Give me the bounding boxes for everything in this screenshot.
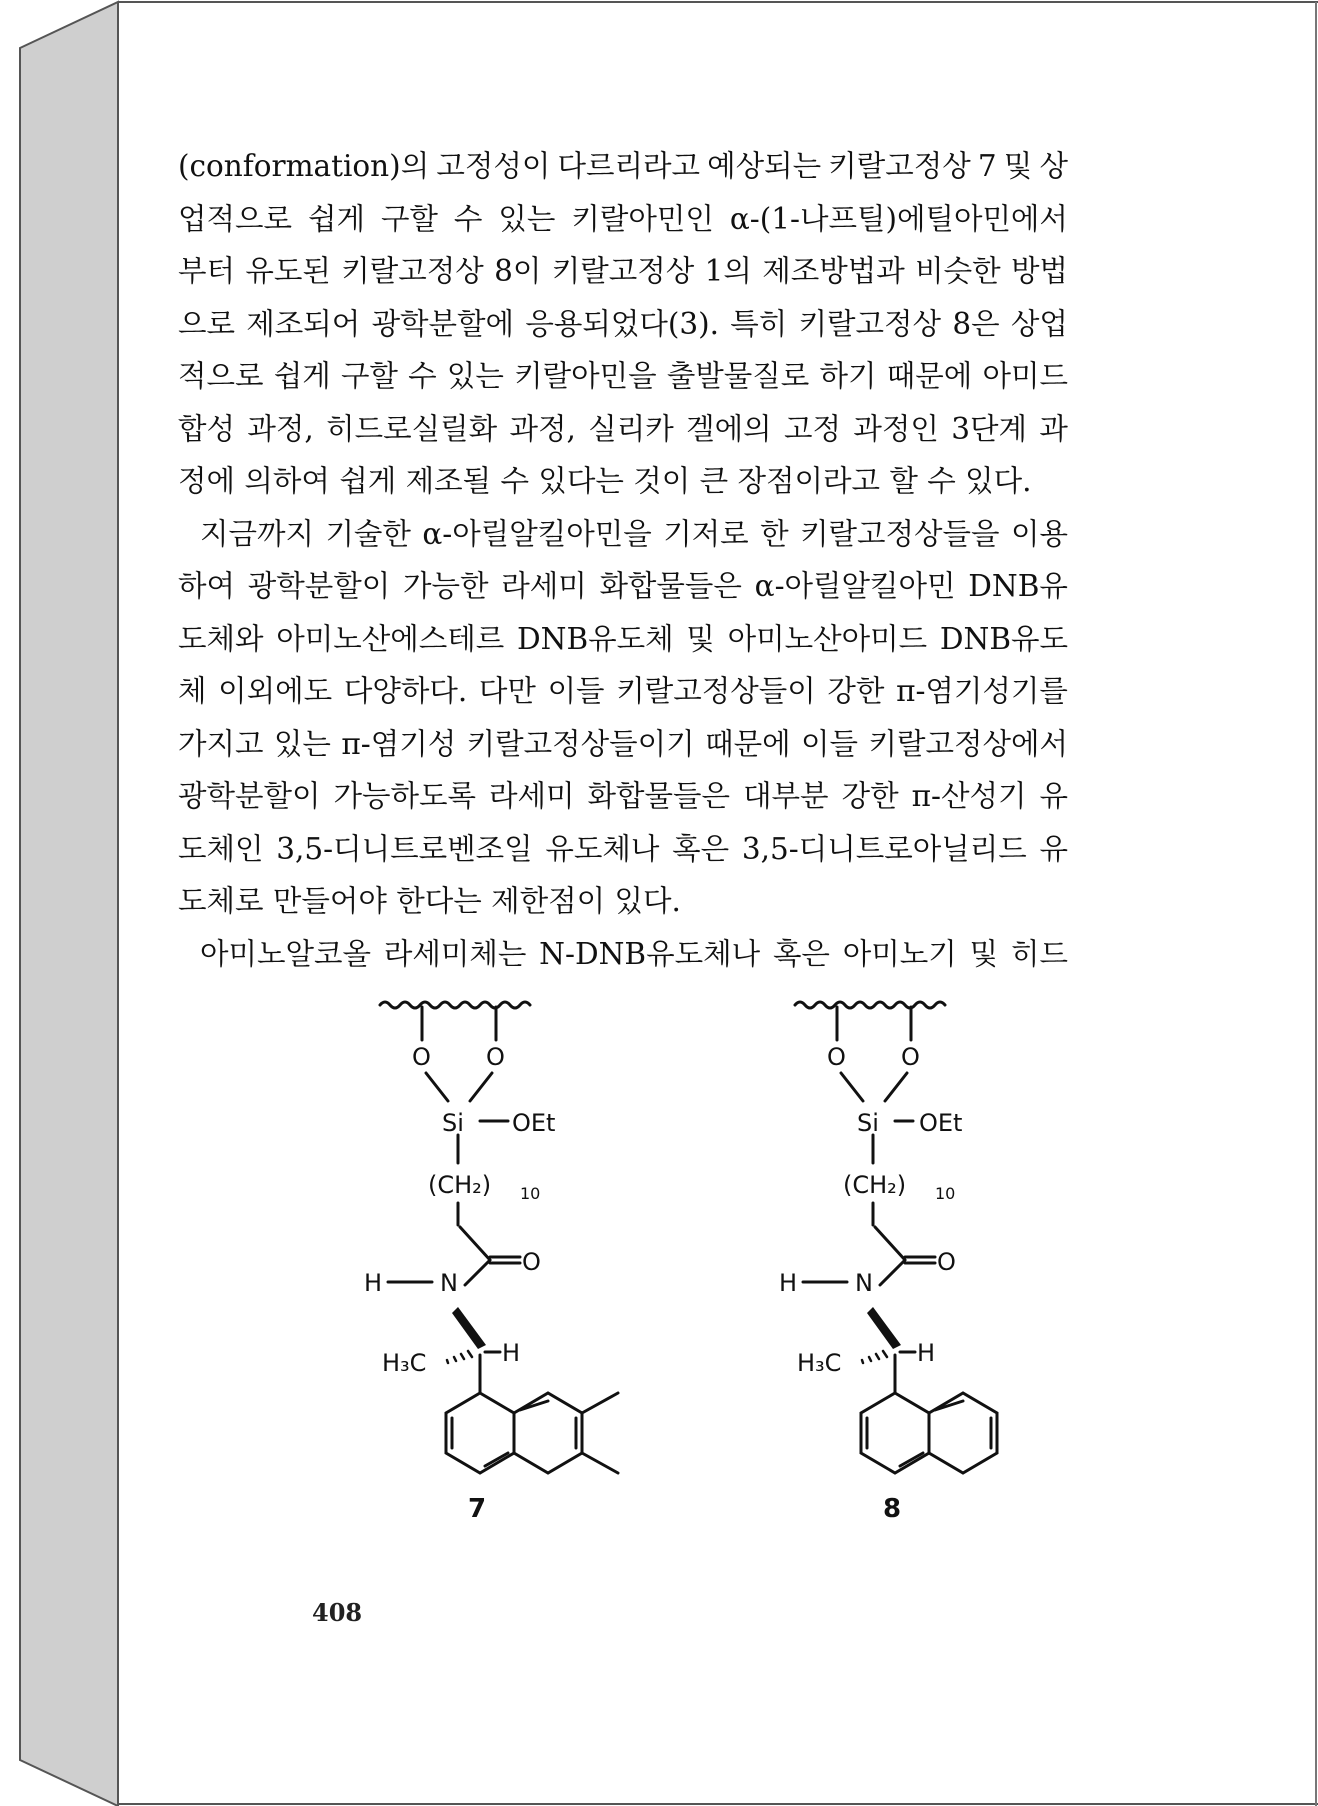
oxygen-label: O <box>412 1043 431 1071</box>
text-line: 합성 과정, 히드로실릴화 과정, 실리카 겔에의 고정 과정인 3단계 과 <box>178 411 1068 446</box>
amide-nitrogen-label: N <box>440 1269 458 1297</box>
methine-hydrogen-label: H <box>917 1339 936 1367</box>
compound-number-label: 7 <box>468 1494 487 1524</box>
page-number: 408 <box>312 1598 363 1627</box>
text-line: 지금까지 기술한 α-아릴알킬아민을 기저로 한 키랄고정상들을 이용 <box>200 516 1068 551</box>
carbonyl-oxygen-label: O <box>937 1248 956 1276</box>
ethoxy-label: OEt <box>512 1109 556 1137</box>
methyl-label: H₃C <box>797 1349 842 1377</box>
structure-7 <box>380 1002 618 1473</box>
text-line: 광학분할이 가능하도록 라세미 화합물들은 대부분 강한 π-산성기 유 <box>178 779 1068 813</box>
text-line: 도체인 3,5-디니트로벤조일 유도체나 혹은 3,5-디니트로아닐리드 유 <box>178 831 1068 866</box>
silicon-label: Si <box>442 1109 464 1137</box>
silica-surface <box>795 1002 945 1008</box>
text-line: 아미노알코올 라세미체는 N-DNB유도체나 혹은 아미노기 및 히드 <box>200 936 1068 971</box>
amide-hydrogen-label: H <box>364 1269 383 1297</box>
chemical-structures-figure <box>300 985 1060 1575</box>
text-line: 가지고 있는 π-염기성 키랄고정상들이기 때문에 이들 키랄고정상에서 <box>178 726 1068 761</box>
silica-surface <box>380 1002 530 1008</box>
text-line: 도체와 아미노산에스테르 DNB유도체 및 아미노산아미드 DNB유도 <box>178 621 1068 656</box>
oxygen-label: O <box>486 1043 505 1071</box>
text-line: 으로 제조되어 광학분할에 응용되었다(3). 특히 키랄고정상 8은 상업 <box>178 306 1068 341</box>
ethoxy-label: OEt <box>919 1109 963 1137</box>
text-line: 업적으로 쉽게 구할 수 있는 키랄아민인 α-(1-나프틸)에틸아민에서 <box>178 201 1068 236</box>
silicon-label: Si <box>857 1109 879 1137</box>
methyl-label: H₃C <box>382 1349 427 1377</box>
compound-number-label: 8 <box>883 1494 902 1524</box>
body-text <box>178 140 1068 980</box>
text-line: 적으로 쉽게 구할 수 있는 키랄아민을 출발물질로 하기 때문에 아미드 <box>178 359 1068 393</box>
methylene-chain-label: (CH₂) <box>428 1171 492 1199</box>
text-line: 정에 의하여 쉽게 제조될 수 있다는 것이 큰 장점이라고 할 수 있다. <box>178 464 1032 498</box>
text-line: 체 이외에도 다양하다. 다만 이들 키랄고정상들이 강한 π-염기성기를 <box>178 674 1068 708</box>
methine-hydrogen-label: H <box>502 1339 521 1367</box>
amide-hydrogen-label: H <box>779 1269 798 1297</box>
text-line: 부터 유도된 키랄고정상 8이 키랄고정상 1의 제조방법과 비슷한 방법 <box>178 254 1068 288</box>
oxygen-label: O <box>901 1043 920 1071</box>
chain-length-label: 10 <box>520 1184 541 1203</box>
chain-length-label: 10 <box>935 1184 956 1203</box>
carbonyl-oxygen-label: O <box>522 1248 541 1276</box>
text-line: 하여 광학분할이 가능한 라세미 화합물들은 α-아릴알킬아민 DNB유 <box>178 569 1068 603</box>
methylene-chain-label: (CH₂) <box>843 1171 907 1199</box>
oxygen-label: O <box>827 1043 846 1071</box>
amide-nitrogen-label: N <box>855 1269 873 1297</box>
text-line: (conformation)의 고정성이 다르리라고 예상되는 키랄고정상 7 및 상 <box>178 149 1068 183</box>
text-line: 도체로 만들어야 한다는 제한점이 있다. <box>178 884 681 918</box>
structure-8 <box>795 1002 997 1473</box>
